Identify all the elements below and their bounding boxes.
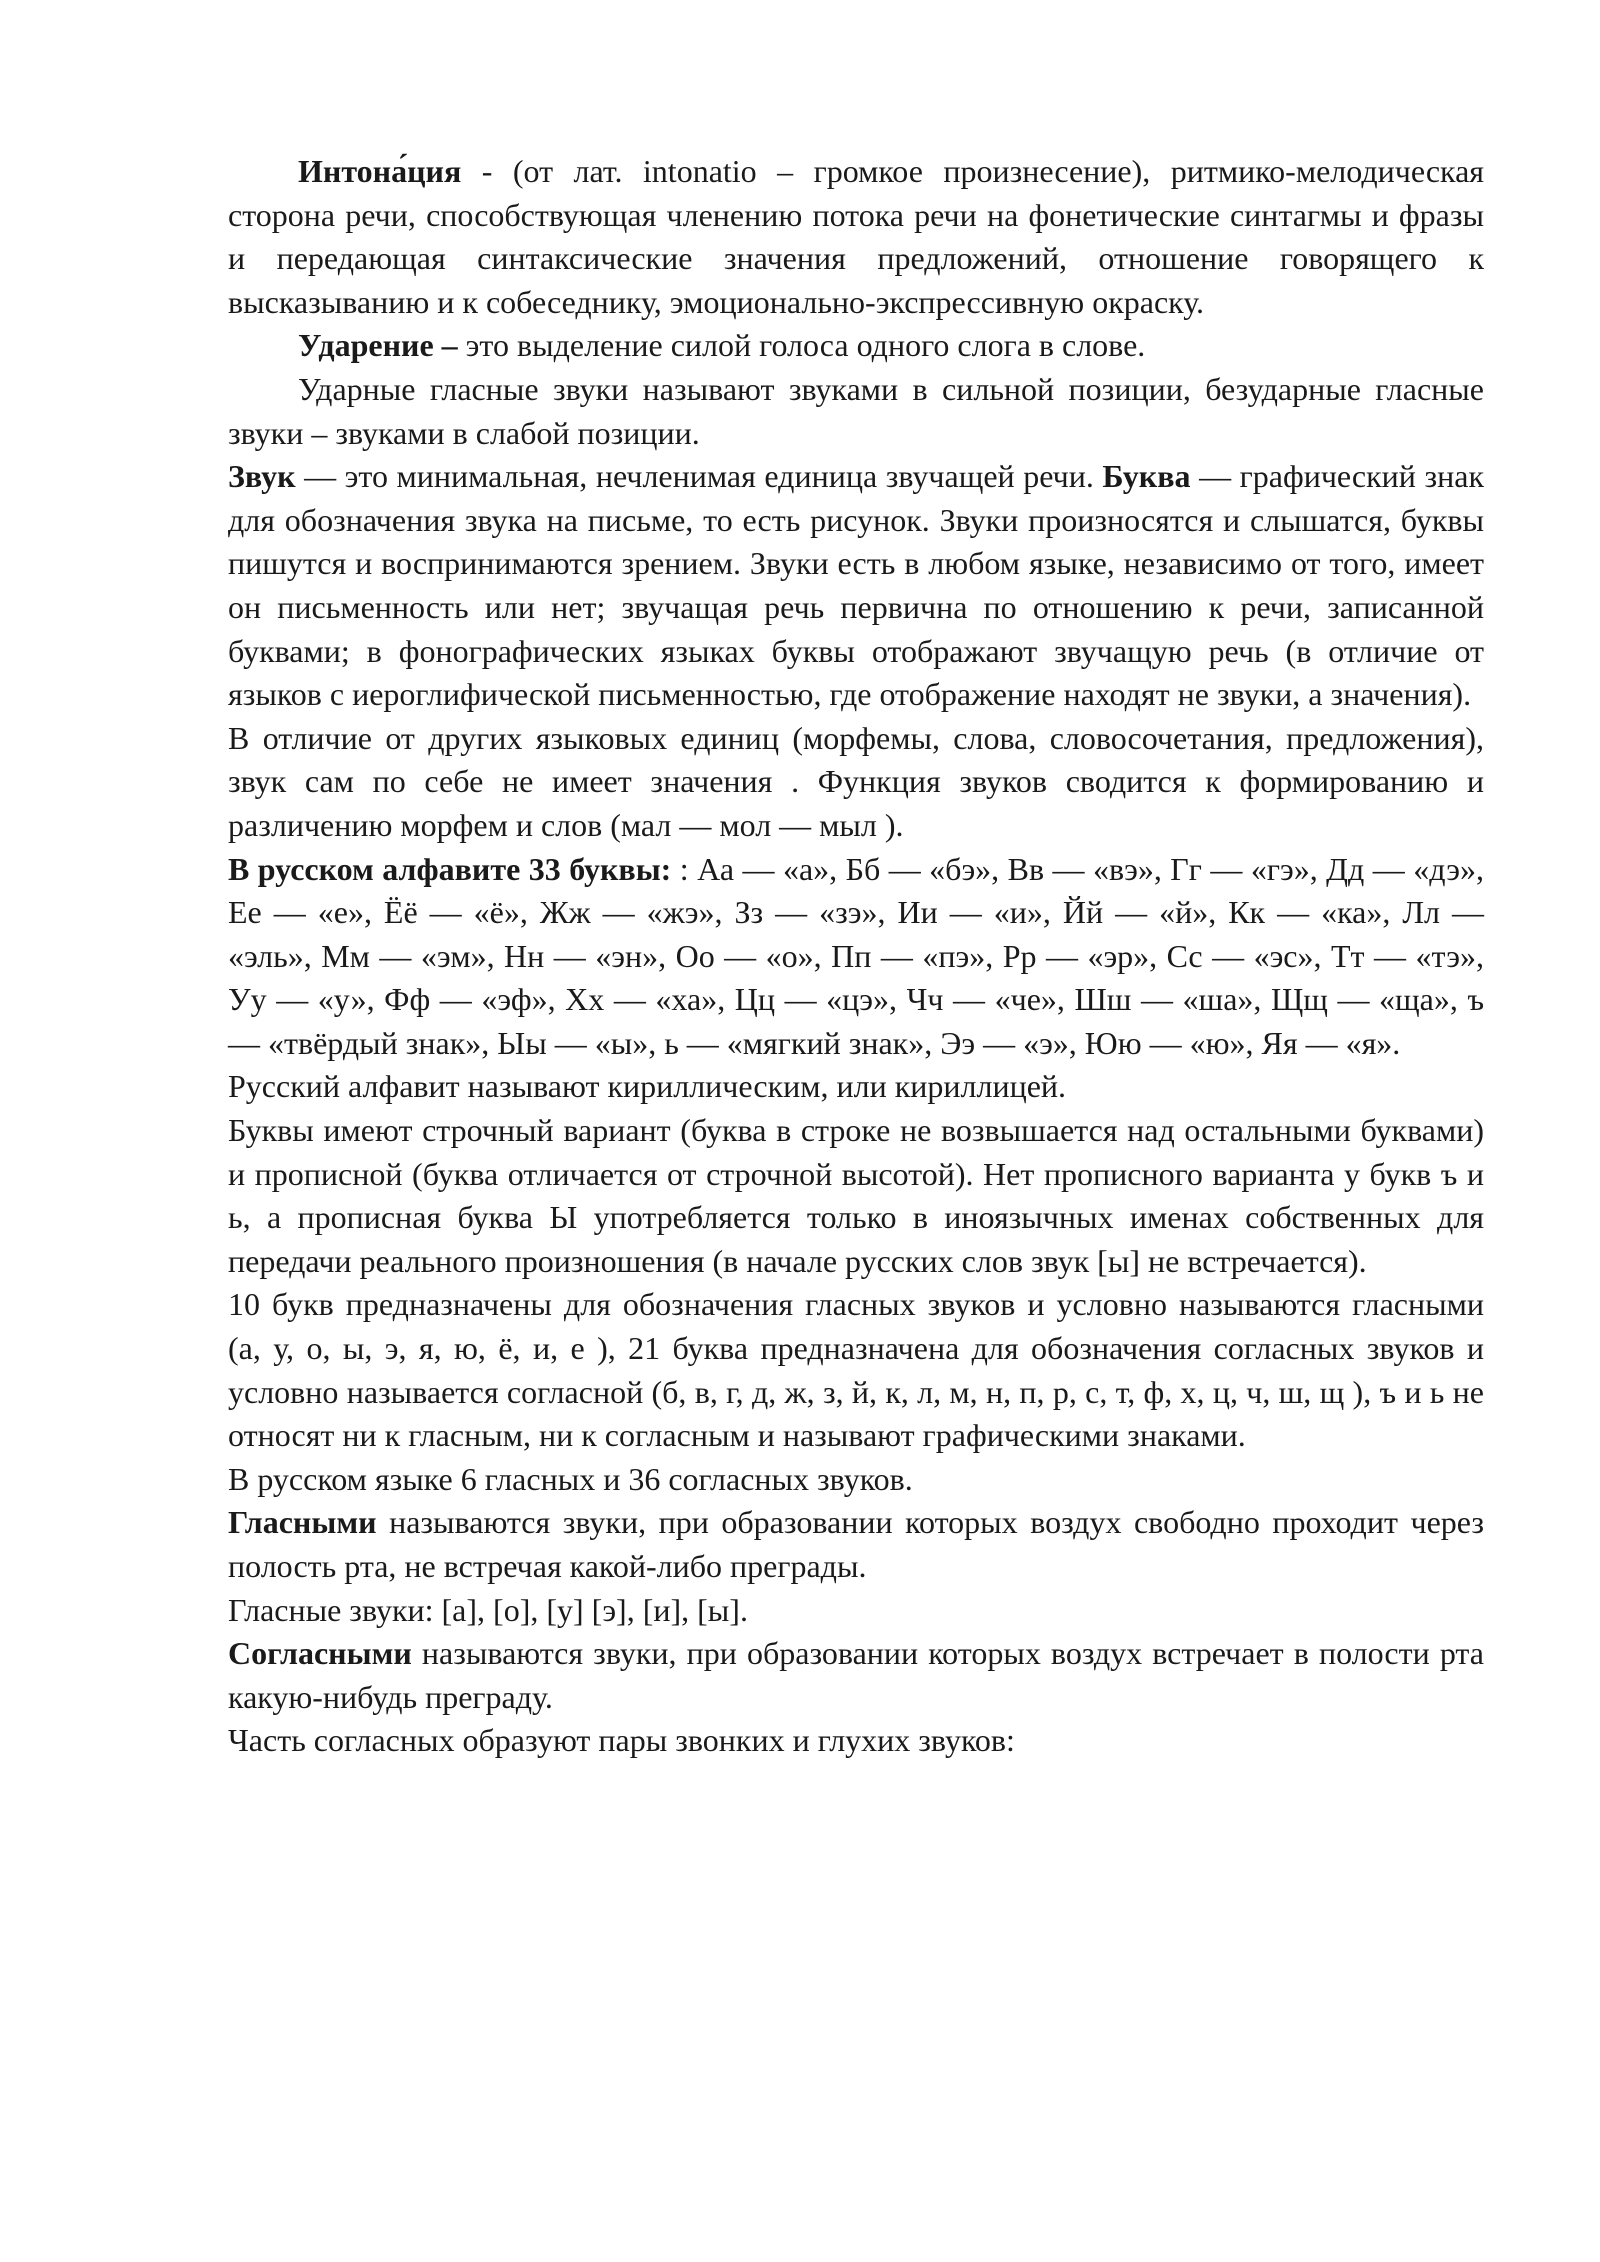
paragraph-sound-counts: В русском языке 6 гласных и 36 согласных звуков. [228,1460,913,1497]
paragraph-cyrillic: Русский алфавит называют кириллическим, или кириллицей. [228,1068,1067,1105]
definition-consonants: называются звуки, при образовании которых воздух встречает в полости рта какую-нибудь преграду. [228,1635,1484,1715]
term-vowels: Гласными [228,1504,377,1541]
paragraph-stressed-vowels: Ударные гласные звуки называют звуками в сильной позиции, безударные гласные звуки – звуками в слабой позиции. [228,370,1484,451]
definition-vowels: называются звуки, при образовании которых воздух свободно проходит через полость рта, не встречая какой-либо преграды. [228,1504,1484,1584]
paragraph-letter-counts: 10 букв предназначены для обозначения гласных звуков и условно называются гласными (а, у, о, ы, э, я, ю, ё, и, е ), 21 буква предназначена для обозначения согласных звуков и условно называется согласной (б, в, г, д, ж, з, й, к, л, м, н, п, р, с, т, ф, х, ц, ч, ш, щ ), ъ и ь не относят ни к гласным, ни к согласным и называют графическими знаками. [228,1286,1484,1454]
term-alphabet: В русском алфавите 33 буквы: [228,850,672,887]
term-letter: Буква [1102,458,1191,495]
paragraph-intonation [228,150,1484,324]
term-sound: Звук [228,458,296,495]
term-intonation: Интона́ция [298,153,462,189]
document-page [228,150,1484,1763]
definition-intonation: - (от лат. intonatio – громкое произнесение), ритмико-мелодическая сторона речи, способствующая членению потока речи на фонетические синтагмы и фразы и передающая синтаксические значения предложений, отношение говорящего к высказыванию и к собеседнику, эмоционально-экспрессивную окраску. [228,153,1484,320]
paragraph-sound-letter [228,455,1484,717]
definition-sound: — это минимальная, нечленимая единица звучащей речи. [295,458,1103,495]
paragraph-vowel-sounds: Гласные звуки: [а], [о], [у] [э], [и], [ы]. [228,1591,748,1628]
paragraph-consonant-pairs: Часть согласных образуют пары звонких и глухих звуков: [228,1722,1015,1759]
paragraph-consonants-definition [228,1632,1484,1719]
paragraph-stress [228,324,1484,368]
term-stress: Ударение – [298,327,458,364]
paragraph-alphabet [228,848,1484,1066]
paragraph-vowels-definition [228,1501,1484,1588]
alphabet-list: : Аа — «а», Бб — «бэ», Вв — «вэ», Гг — «гэ», Дд — «дэ», Ее — «е», Ёё — «ё», Жж — «жэ», Зз — «зэ», Ии — «и», Йй — «й», Кк — «ка», Лл — «эль», Мм — «эм», Нн — «эн», Оо — «о», Пп — «пэ», Рр — «эр», Сс — «эс», Тт — «тэ», Уу — «у», Фф — «эф», Хх — «ха», Цц — «цэ», Чч — «че», Шш — «ша», Щщ — «ща», ъ — «твёрдый знак», Ыы — «ы», ь — «мягкий знак», Ээ — «э», Юю — «ю», Яя — «я». [228,850,1484,1061]
term-consonants: Согласными [228,1635,412,1672]
paragraph-sound-meaning: В отличие от других языковых единиц (морфемы, слова, словосочетания, предложения), звук сам по себе не имеет значения . Функция звуков сводится к формированию и различению морфем и слов (мал — мол — мыл ). [228,719,1484,843]
paragraph-letter-case: Буквы имеют строчный вариант (буква в строке не возвышается над остальными буквами) и прописной (буква отличается от строчной высотой). Нет прописного варианта у букв ъ и ь, а прописная буква Ы употребляется только в иноязычных именах собственных для передачи реального произношения (в начале русских слов звук [ы] не встречается). [228,1112,1484,1279]
definition-stress: это выделение силой голоса одного слога в слове. [457,327,1146,364]
definition-letter: — графический знак для обозначения звука на письме, то есть рисунок. Звуки произносятся и слышатся, буквы пишутся и воспринимаются зрением. Звуки есть в любом языке, независимо от того, имеет он письменность или нет; звучащая речь первична по отношению к речи, записанной буквами; в фонографических языках буквы отображают звучащую речь (в отличие от языков с иероглифической письменностью, где отображение находят не звуки, а значения). [228,458,1485,713]
